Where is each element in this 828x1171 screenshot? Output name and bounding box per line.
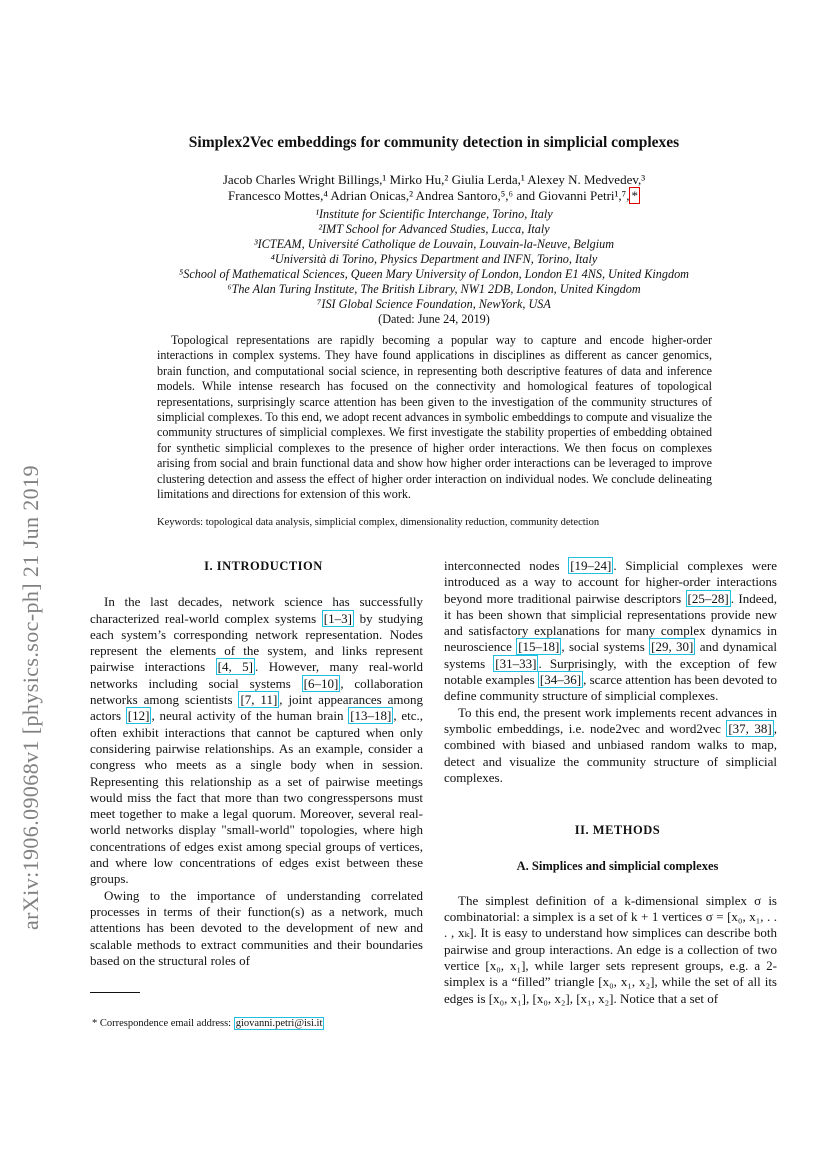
- citation-link[interactable]: [15–18]: [518, 639, 560, 655]
- affiliation-2: ²IMT School for Advanced Studies, Lucca, Italy: [318, 222, 550, 236]
- text-run: . Surprisingly, with the exception of few notable examples: [444, 655, 777, 688]
- keywords: Keywords: topological data analysis, simplicial complex, dimensionality reduction, community detection: [157, 517, 600, 528]
- text-run: , joint appearances among actors: [90, 692, 423, 724]
- text-run: . Indeed, it has been shown that simplicial representations provide new and satisfactory explanations for many complex dynamics in neuroscience: [444, 590, 777, 655]
- text-run: and dynamical systems: [444, 639, 777, 671]
- subsection-simplices-heading: A. Simplices and simplicial complexes: [516, 859, 719, 874]
- text-run: . Simplicial complexes were introduced as a way to account for higher-order interactions beyond more traditional pairwise descriptors: [444, 558, 777, 606]
- text-run: by studying each system’s corresponding network representation. Nodes represent the elements of the system, and links represent pairwise interactions: [90, 610, 423, 675]
- affiliation-4: ⁴Università di Torino, Physics Department and INFN, Torino, Italy: [270, 252, 598, 266]
- citation-link[interactable]: [7, 11]: [240, 692, 278, 708]
- citation-link[interactable]: [13–18]: [350, 708, 392, 724]
- text-run: In the last decades, network science has successfully characterized real-world complex systems: [90, 594, 423, 626]
- intro-paragraph-3: [444, 558, 777, 705]
- text-run: , collaboration networks among scientists: [90, 675, 423, 708]
- text-run: To this end, the present work implements recent advances in symbolic embeddings, i.e. node2vec and word2vec: [444, 704, 777, 736]
- affiliations: [100, 207, 768, 327]
- citation-link[interactable]: [1–3]: [323, 610, 352, 626]
- text-run: interconnected nodes: [444, 558, 569, 573]
- email-link[interactable]: giovanni.petri@isi.it: [235, 1018, 323, 1029]
- paper-title: Simplex2Vec embeddings for community detection in simplicial complexes: [188, 134, 680, 151]
- intro-paragraph-4: [444, 705, 777, 786]
- citation-link[interactable]: [19–24]: [570, 558, 612, 573]
- left-column: [90, 558, 423, 969]
- intro-paragraph-2: Owing to the importance of understanding correlated processes in terms of their function(s) as a network, much attentions has been devoted to the development of new and scalable methods to extract communities and their boundaries based on the structural roles of: [90, 887, 423, 968]
- footnote-rule: [90, 992, 140, 993]
- citation-link[interactable]: [12]: [127, 708, 150, 724]
- footnote: [92, 1018, 432, 1029]
- citation-link[interactable]: [4, 5]: [217, 659, 253, 675]
- abstract: Topological representations are rapidly becoming a popular way to capture and encode higher-order interactions in complex systems. They have found applications in disciplines as different as cancer genomics, brain function, and computational social science, in representing both descriptive features of data and inference models. While intense research has focused on the connectivity and homological features of topological representations, surprisingly scarce attention has been given to the investigation of the community structures of simplicial complexes. To this end, we adopt recent advances in symbolic embeddings to compute and visualize the community structures of simplicial complexes. We first investigate the stability properties of embedding obtained for synthetic simplicial complexes to the presence of higher order interactions. We then focus on complexes arising from social and brain functional data and show how higher order interactions can be leveraged to improve clustering detection and assess the effect of higher order interaction on individual nodes. We conclude delineating limitations and directions for extension of this work.: [157, 333, 712, 502]
- arxiv-identifier: arXiv:1906.09068v1 [physics.soc-ph] 21 Jun 2019: [18, 465, 43, 930]
- citation-link[interactable]: [29, 30]: [651, 639, 694, 655]
- text-run: , etc., often exhibit interactions that cannot be captured when only considering pairwise relationships. As an example, consider a congress who meets as a single body when in session. Representing this relationship as a set of pairwise meetings would miss the fact that more than two congresspersons must meet together to make a legal quorum. Moreover, several real-world networks display "small-world" topologies, where high concentrations of edges exist among special groups of vertices, and where low concentrations of edges exist between these groups.: [90, 708, 424, 887]
- authors-line-2: [120, 188, 748, 204]
- right-column: [444, 558, 777, 1007]
- affiliation-7: ⁷ISI Global Science Foundation, NewYork, USA: [317, 297, 551, 311]
- text-run: . However, many real-world networks including social systems: [90, 659, 423, 691]
- citation-link[interactable]: [6–10]: [303, 675, 339, 691]
- date-line: (Dated: June 24, 2019): [378, 312, 490, 326]
- footnote-text: * Correspondence email address:: [92, 1018, 234, 1029]
- correspondence-footnote-link[interactable]: *: [631, 188, 638, 203]
- intro-paragraph-1: [90, 594, 423, 887]
- section-methods-heading: II. METHODS: [574, 823, 661, 838]
- authors-line-2-text: Francesco Mottes,⁴ Adrian Onicas,² Andrea Santoro,⁵,⁶ and Giovanni Petri¹,⁷,: [228, 188, 630, 203]
- methods-paragraph-1: The simplest definition of a k-dimensional simplex σ is combinatorial: a simplex is a set of k + 1 vertices σ = [x₀, x₁, . . . , xₖ]. It is easy to understand how simplices can describe both pairwise and group interactions. An edge is a collection of two vertice [x₀, x₁], while larger sets represent groups, e.g. a 2-simplex is a “filled” triangle [x₀, x₁, x₂], while the set of all its edges is [x₀, x₁], [x₀, x₂], [x₁, x₂]. Notice that a set of: [444, 892, 777, 1006]
- text-run: , neural activity of the human brain: [151, 708, 349, 724]
- citation-link[interactable]: [25–28]: [687, 590, 729, 606]
- affiliation-6: ⁶The Alan Turing Institute, The British Library, NW1 2DB, London, United Kingdom: [227, 282, 641, 296]
- affiliation-5: ⁵School of Mathematical Sciences, Queen Mary University of London, London E1 4NS, United Kingdom: [179, 267, 689, 281]
- text-run: , combined with biased and unbiased random walks to map, detect and visualize the community structure of simplicial complexes.: [444, 720, 777, 785]
- affiliation-1: ¹Institute for Scientific Interchange, Torino, Italy: [315, 207, 553, 221]
- text-run: , social systems: [561, 639, 650, 655]
- citation-link[interactable]: [34–36]: [539, 672, 582, 688]
- citation-link[interactable]: [37, 38]: [728, 720, 772, 736]
- text-run: , scarce attention has been devoted to define community structure of simplicial complexes.: [444, 672, 777, 704]
- authors-line-1: Jacob Charles Wright Billings,¹ Mirko Hu,² Giulia Lerda,¹ Alexey N. Medvedev,³: [222, 172, 646, 187]
- author-list: [120, 172, 748, 204]
- affiliation-3: ³ICTEAM, Université Catholique de Louvain, Louvain-la-Neuve, Belgium: [253, 237, 615, 251]
- section-introduction-heading: I. INTRODUCTION: [204, 559, 323, 573]
- citation-link[interactable]: [31–33]: [495, 655, 537, 671]
